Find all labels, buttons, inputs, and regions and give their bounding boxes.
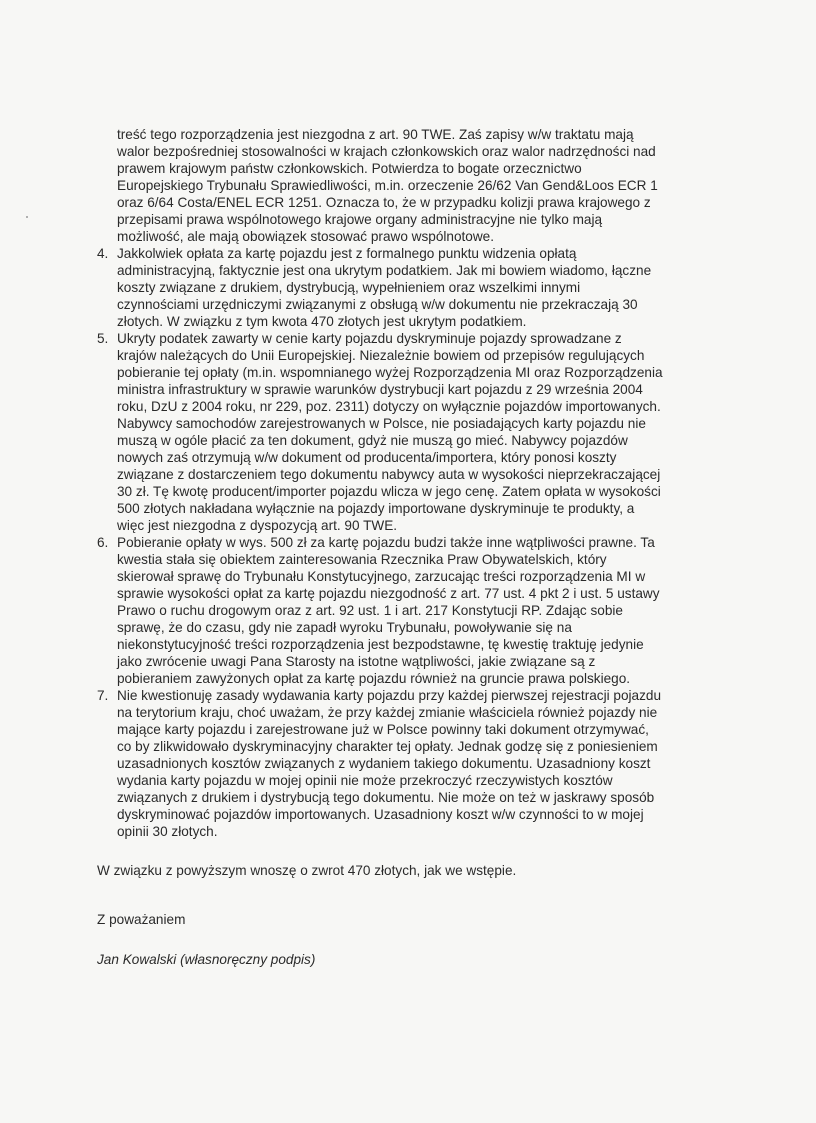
text-line: jako zwrócenie uwagi Pana Starosty na istotne wątpliwości, jakie związane są z	[117, 654, 596, 669]
text-line: nowych zaś otrzymują w/w dokument od producenta/importera, który ponosi koszty	[117, 450, 617, 465]
text-line: co by zlikwidowało dyskryminacyjny charakter tej opłaty. Jednak godzę się z poniesieniem	[117, 739, 658, 754]
text-line: opinii 30 złotych.	[117, 824, 218, 839]
scan-speck	[26, 216, 28, 218]
text-line: oraz 6/64 Costa/ENEL ECR 1251. Oznacza to, że w przypadku kolizji prawa krajowego z	[117, 195, 651, 210]
list-number: 7.	[97, 688, 109, 703]
text-line: kwestia stała się obiektem zainteresowania Rzecznika Praw Obywatelskich, który	[117, 552, 607, 567]
text-line: Prawo o ruchu drogowym oraz z art. 92 ust. 1 i art. 217 Konstytucji RP. Zdając sobie	[117, 603, 623, 618]
text-line: dyskryminować pojazdów importowanych. Uzasadniony koszt w/w czynności to w mojej	[117, 807, 644, 822]
text-line: możliwość, ale mają obowiązek stosować prawo wspólnotowe.	[117, 229, 495, 244]
conclusion-text: W związku z powyższym wnoszę o zwrot 470 złotych, jak we wstępie.	[97, 863, 517, 878]
text-line: treść tego rozporządzenia jest niezgodna z art. 90 TWE. Zaś zapisy w/w traktatu mają	[117, 127, 634, 142]
text-line: Nie kwestionuję zasady wydawania karty pojazdu przy każdej pierwszej rejestracji pojazdu	[117, 688, 662, 703]
text-line: sprawę, że do czasu, gdy nie zapadł wyroku Trybunału, powoływanie się na	[117, 620, 572, 635]
text-line: Jakkolwiek opłata za kartę pojazdu jest z formalnego punktu widzenia opłatą	[117, 246, 577, 261]
text-line: administracyjną, faktycznie jest ona ukrytym podatkiem. Jak mi bowiem wiadomo, łączne	[117, 263, 652, 278]
text-line: roku, DzU z 2004 roku, nr 229, poz. 2311) dotyczy on wyłącznie pojazdów importowanych.	[117, 399, 661, 414]
text-line: Europejskiego Trybunału Sprawiedliwości, m.in. orzeczenie 26/62 Van Gend&Loos ECR 1	[117, 178, 658, 193]
text-line: koszty związane z drukiem, dystrybucją, wypełnieniem oraz wszelkimi innymi	[117, 280, 581, 295]
text-line: Ukryty podatek zawarty w cenie karty pojazdu dyskryminuje pojazdy sprowadzane z	[117, 331, 622, 346]
list-number: 6.	[97, 535, 109, 550]
text-line: muszą w ogóle płacić za ten dokument, gdyż nie muszą go mieć. Nabywcy pojazdów	[117, 433, 628, 448]
text-line: ministra infrastruktury w sprawie warunków dystrybucji kart pojazdu z 29 września 2004	[117, 382, 643, 397]
text-line: pobieraniem zawyżonych opłat za kartę pojazdu również na gruncie prawa polskiego.	[117, 671, 631, 686]
list-number: 5.	[97, 331, 109, 346]
text-line: niekonstytucyjność treści rozporządzenia jest bezpodstawne, tę kwestię traktuję jedynie	[117, 637, 644, 652]
text-line: złotych. W związku z tym kwota 470 złotych jest ukrytym podatkiem.	[117, 314, 527, 329]
text-line: walor bezpośredniej stosowalności w krajach członkowskich oraz walor nadrzędności nad	[117, 144, 656, 159]
text-line: mające karty pojazdu i zarejestrowane już w Polsce powinny taki dokument otrzymywać,	[117, 722, 649, 737]
text-line: Pobieranie opłaty w wys. 500 zł za kartę pojazdu budzi także inne wątpliwości prawne. Ta	[117, 535, 655, 550]
text-line: uzasadnionych kosztów związanych z wydaniem takiego dokumentu. Uzasadniony koszt	[117, 756, 651, 771]
text-line: pobieranie tej opłaty (m.in. wspomnianego wyżej Rozporządzenia MI oraz Rozporządzenia	[117, 365, 663, 380]
text-line: 500 złotych nakładana wyłącznie na pojazdy importowane dyskryminuje te produkty, a	[117, 501, 635, 516]
text-line: Nabywcy samochodów zarejestrowanych w Polsce, nie posiadających karty pojazdu nie	[117, 416, 646, 431]
text-line: związane z dostarczeniem tego dokumentu nabywcy auta w wysokości nieprzekraczającej	[117, 467, 661, 482]
signature: Jan Kowalski (własnoręczny podpis)	[97, 952, 316, 967]
text-line: prawem krajowym państw członkowskich. Potwierdza to bogate orzecznictwo	[117, 161, 582, 176]
list-number: 4.	[97, 246, 109, 261]
text-line: krajów należących do Unii Europejskiej. Niezależnie bowiem od przepisów regulujących	[117, 348, 645, 363]
text-line: na terytorium kraju, choć uważam, że przy każdej zmianie właściciela również pojazdy nie	[117, 705, 658, 720]
text-line: wydania karty pojazdu w mojej opinii nie może przekroczyć rzeczywistych kosztów	[117, 773, 613, 788]
text-line: czynnościami urzędniczymi związanymi z obsługą w/w dokumentu nie przekraczają 30	[117, 297, 638, 312]
text-line: przepisami prawa wspólnotowego krajowe organy administracyjne nie tylko mają	[117, 212, 603, 227]
text-line: więc jest niezgodna z dyspozycją art. 90 TWE.	[117, 518, 398, 533]
salutation: Z poważaniem	[97, 912, 186, 927]
text-line: 30 zł. Tę kwotę producent/importer pojazdu wlicza w jego cenę. Zatem opłata w wysokości	[117, 484, 661, 499]
text-line: sprawie wysokości opłat za kartę pojazdu niezgodność z art. 77 ust. 4 pkt 2 i ust. 5 ustawy	[117, 586, 660, 601]
text-line: związanych z drukiem i dystrybucją tego dokumentu. Nie może on też w jaskrawy sposób	[117, 790, 655, 805]
text-line: skierował sprawę do Trybunału Konstytucyjnego, zarzucając treści rozporządzenia MI w	[117, 569, 646, 584]
